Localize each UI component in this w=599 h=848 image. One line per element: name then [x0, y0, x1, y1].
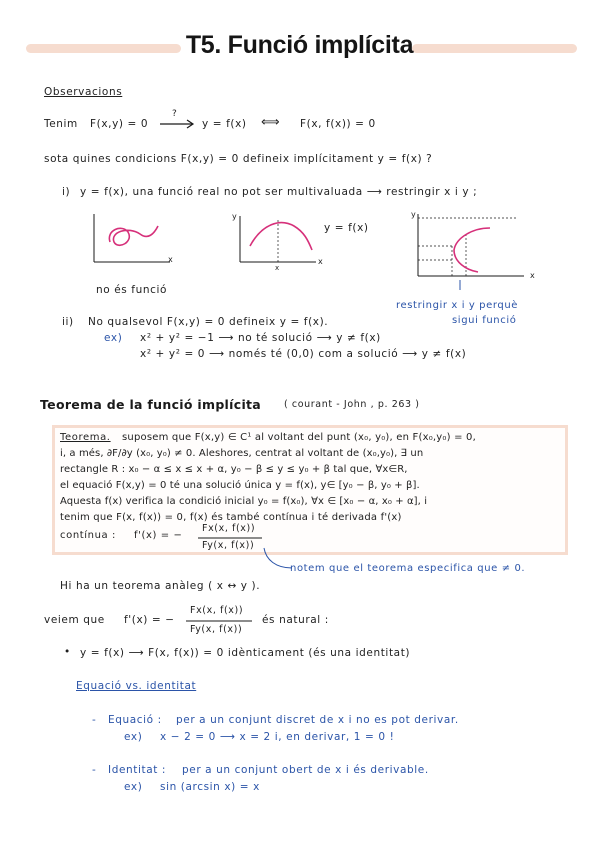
theorem-continua-num: Fx(x, f(x))	[202, 523, 256, 534]
fraction-line	[198, 537, 264, 539]
equacio-label: Equació :	[108, 714, 162, 726]
theorem-line-0: suposem que F(x,y) ∈ C¹ al voltant del punt (x₀, y₀), en F(x₀,y₀) = 0,	[122, 432, 476, 443]
graph1-axis-x: x	[168, 255, 174, 264]
equacio-identitat-heading: Equació vs. identitat	[76, 680, 197, 692]
theorem-line-3: el equació F(x,y) = 0 té una solució única y = f(x), y∈ [y₀ − β, y₀ + β].	[60, 480, 420, 491]
obs-line1-result: F(x, f(x)) = 0	[300, 118, 376, 130]
graph3-axis-x: x	[530, 271, 536, 280]
obs-line1-pre: Tenim	[44, 118, 78, 130]
theorem-line-1: i, a més, ∂F/∂y (x₀, y₀) ≠ 0. Aleshores, centrat al voltant de (x₀,y₀), ∃ un	[60, 448, 424, 459]
theorem-line-4: Aquesta f(x) verifica la condició inicial y₀ = f(x₀), ∀x ∈ [x₀ − α, x₀ + α], i	[60, 496, 428, 507]
theorem-line-5: tenim que F(x, f(x)) = 0, f(x) és també contínua i té derivada f'(x)	[60, 512, 402, 523]
equacio-ex: x − 2 = 0 ⟶ x = 2 i, en derivar, 1 = 0 !	[160, 731, 395, 743]
obs-line1-question: ?	[172, 109, 178, 119]
graph2-axis-x: x	[318, 257, 324, 266]
graph2-tick: x	[275, 264, 280, 272]
graph-restrict	[414, 214, 534, 286]
theorem-continua-den: Fy(x, f(x))	[202, 540, 255, 551]
theorem-continua-fprime: f'(x) = −	[134, 530, 183, 541]
graph1-label: no és funció	[96, 284, 168, 296]
theorem-label: Teorema.	[60, 432, 111, 443]
item-ii-text: No qualsevol F(x,y) = 0 defineix y = f(x).	[88, 316, 329, 328]
theorem-note: notem que el teorema especifica que ≠ 0.	[290, 563, 526, 574]
veiem-den: Fy(x, f(x))	[190, 624, 243, 635]
identitat-dash: -	[92, 764, 97, 776]
teorema-heading: Teorema de la funció implícita	[40, 397, 262, 412]
graph2-axis-y: y	[232, 212, 238, 221]
identitat-text: per a un conjunt obert de x i és derivable.	[182, 764, 429, 776]
item-ii-ex2: x² + y² = 0 ⟶ només té (0,0) com a solució ⟶ y ≠ f(x)	[140, 348, 467, 360]
veiem-bullet: y = f(x) ⟶ F(x, f(x)) = 0 idènticament (és una identitat)	[80, 647, 411, 659]
obs-line1-iff: ⟺	[261, 115, 281, 130]
graph-function	[236, 216, 326, 268]
identitat-ex: sin (arcsin x) = x	[160, 781, 260, 793]
graph2-label: y = f(x)	[324, 222, 369, 234]
item-i-text: y = f(x), una funció real no pot ser multivaluada ⟶ restringir x i y ;	[80, 186, 478, 198]
veiem-bullet-dot: •	[64, 646, 71, 658]
item-ii-marker: ii)	[62, 316, 74, 328]
theorem-continua-pre: contínua :	[60, 530, 117, 541]
graph3-axis-y: y	[411, 210, 417, 219]
teorema-reference: ( courant - John , p. 263 )	[284, 399, 420, 410]
equacio-text: per a un conjunt discret de x i no es pot derivar.	[176, 714, 459, 726]
obs-line1-right: y = f(x)	[202, 118, 247, 130]
page-title: T5. Funció implícita	[185, 31, 414, 59]
graph3-note-line1: restringir x i y perquè	[396, 300, 519, 311]
identitat-ex-label: ex)	[124, 781, 143, 793]
graph3-note-line2: sigui funció	[452, 315, 517, 326]
identitat-label: Identitat :	[108, 764, 167, 776]
veiem-fprime: f'(x) = −	[124, 614, 175, 626]
veiem-fraction-line	[186, 620, 256, 622]
equacio-ex-label: ex)	[124, 731, 143, 743]
veiem-post: és natural :	[262, 614, 329, 626]
equacio-dash: -	[92, 714, 97, 726]
item-ii-ex-label: ex)	[104, 332, 123, 344]
arrow-right-icon	[158, 118, 198, 130]
observacions-heading: Observacions	[44, 86, 123, 98]
obs-line1-left: F(x,y) = 0	[90, 118, 149, 130]
theorem-line-2: rectangle R : x₀ − α ≤ x ≤ x + α, y₀ − β ≤ y ≤ y₀ + β tal que, ∀x∈R,	[60, 464, 408, 475]
item-i-marker: i)	[62, 186, 71, 198]
obs-line2: sota quines condicions F(x,y) = 0 defineix implícitament y = f(x) ?	[44, 153, 433, 165]
item-ii-ex1: x² + y² = −1 ⟶ no té solució ⟶ y ≠ f(x)	[140, 332, 381, 344]
veiem-pre: veiem que	[44, 614, 105, 626]
analeg-line: Hi ha un teorema anàleg ( x ↔ y ).	[60, 580, 261, 592]
veiem-num: Fx(x, f(x))	[190, 605, 244, 616]
